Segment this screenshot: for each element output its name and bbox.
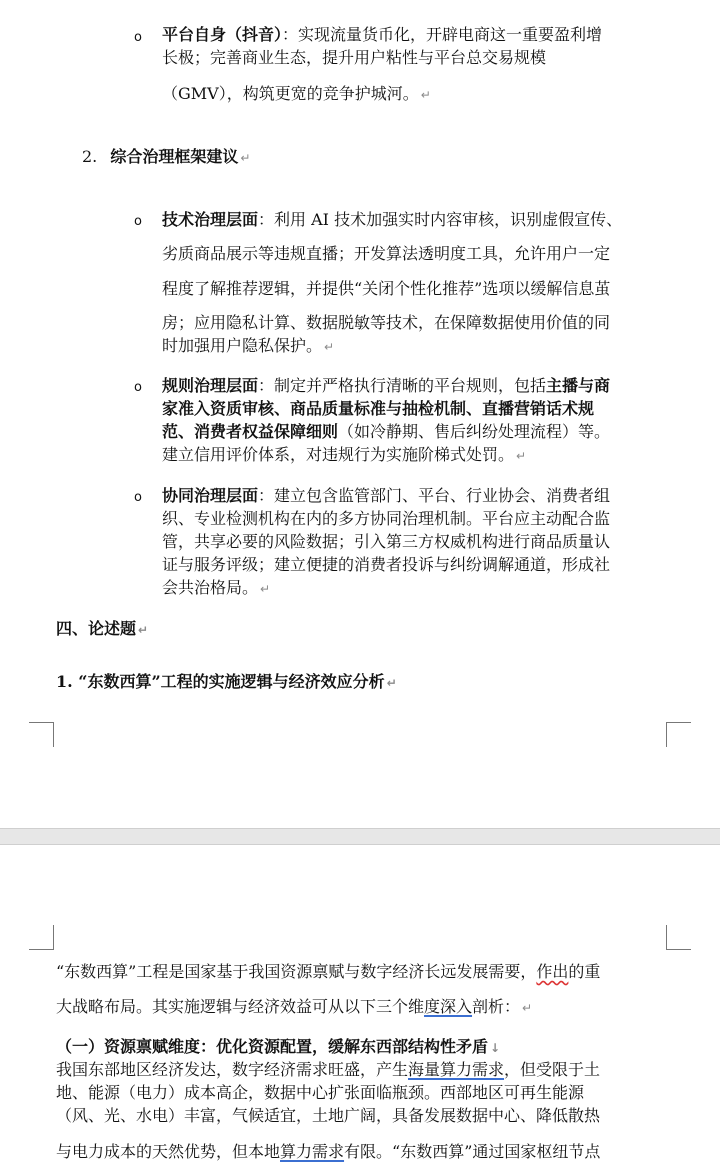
tech-item-line-5[interactable]: 时加强用户隐私保护。 ↵ bbox=[162, 336, 335, 355]
spellcheck-word: 作出 bbox=[536, 962, 569, 981]
grammar-underline: 度深入 bbox=[424, 997, 473, 1016]
paragraph-mark: ↵ bbox=[386, 676, 397, 690]
subsection-1-heading[interactable]: （一）资源禀赋维度：优化资源配置，缓解东西部结构性矛盾 ↓ bbox=[56, 1037, 501, 1056]
collab-item-line-3[interactable]: 管，共享必要的风险数据；引入第三方权威机构进行商品质量认 bbox=[162, 532, 611, 551]
collab-item-line-2[interactable]: 织、专业检测机构在内的多方协同治理机制。平台应主动配合监 bbox=[162, 509, 611, 528]
tech-item-line-1[interactable]: 技术治理层面：利用 AI 技术加强实时内容审核，识别虚假宣传、 bbox=[162, 210, 623, 229]
paragraph-mark: ↵ bbox=[324, 340, 335, 354]
bullet-marker: o bbox=[134, 490, 142, 505]
section-2-heading[interactable] bbox=[82, 146, 250, 169]
rules-item-line-2[interactable]: 家准入资质审核、商品质量标准与抽检机制、直播营销话术规 bbox=[162, 399, 595, 418]
collab-item-line-5[interactable]: 会共治格局。 ↵ bbox=[162, 578, 271, 597]
rules-item-title: 规则治理层面 bbox=[162, 376, 259, 395]
section-2-number: 2. bbox=[82, 147, 98, 166]
platform-item-title: 平台自身（抖音） bbox=[162, 25, 283, 44]
tech-item-line-3[interactable]: 程度了解推荐逻辑，并提供“关闭个性化推荐”选项以缓解信息茧 bbox=[162, 279, 611, 298]
grammar-underline: 算力需求 bbox=[280, 1142, 345, 1161]
bullet-marker: o bbox=[134, 214, 142, 229]
intro-line-2[interactable]: 大战略布局。其实施逻辑与经济效益可从以下三个维度深入剖析： ↵ bbox=[56, 997, 533, 1016]
paragraph-mark: ↵ bbox=[240, 151, 251, 165]
rules-item-line-1[interactable]: 规则治理层面：制定并严格执行清晰的平台规则，包括主播与商 bbox=[162, 376, 611, 395]
intro-line-1[interactable]: “东数西算”工程是国家基于我国资源禀赋与数字经济长远发展需要，作出的重 bbox=[56, 962, 601, 981]
platform-item-line-1[interactable]: 平台自身（抖音）：实现流量货币化，开辟电商这一重要盈利增 bbox=[162, 25, 603, 44]
line-break-mark: ↓ bbox=[490, 1041, 501, 1055]
body-line-3[interactable]: （风、光、水电）丰富，气候适宜，土地广阔，具备发展数据中心、降低散热 bbox=[56, 1106, 601, 1125]
section-2-title: 综合治理框架建议 bbox=[110, 147, 239, 166]
paragraph-mark: ↵ bbox=[260, 582, 271, 596]
bullet-marker: o bbox=[134, 30, 142, 45]
crop-mark bbox=[29, 925, 54, 950]
rules-item-line-4[interactable]: 建立信用评价体系，对违规行为实施阶梯式处罚。 ↵ bbox=[162, 445, 527, 464]
body-line-1[interactable]: 我国东部地区经济发达，数字经济需求旺盛，产生海量算力需求，但受限于土 bbox=[56, 1060, 601, 1079]
body-line-4[interactable]: 与电力成本的天然优势，但本地算力需求有限。“东数西算”通过国家枢纽节点 bbox=[56, 1142, 601, 1161]
grammar-underline: 海量算力需求 bbox=[408, 1060, 505, 1079]
crop-mark bbox=[666, 925, 691, 950]
section-4-heading[interactable]: 四、论述题 ↵ bbox=[56, 619, 149, 638]
crop-mark bbox=[666, 722, 691, 747]
tech-item-line-4[interactable]: 房；应用隐私计算、数据脱敏等技术，在保障数据使用价值的同 bbox=[162, 313, 611, 332]
question-1-heading[interactable]: 1. “东数西算”工程的实施逻辑与经济效应分析 ↵ bbox=[56, 672, 397, 691]
crop-mark bbox=[29, 722, 54, 747]
page-gap bbox=[0, 828, 720, 845]
paragraph-mark: ↵ bbox=[420, 88, 431, 102]
platform-item-line-2[interactable]: 长极；完善商业生态，提升用户粘性与平台总交易规模 bbox=[162, 48, 547, 67]
paragraph-mark: ↵ bbox=[522, 1001, 533, 1015]
tech-item-line-2[interactable]: 劣质商品展示等违规直播；开发算法透明度工具，允许用户一定 bbox=[162, 244, 611, 263]
collab-item-line-4[interactable]: 证与服务评级；建立便捷的消费者投诉与纠纷调解通道，形成社 bbox=[162, 555, 611, 574]
body-line-2[interactable]: 地、能源（电力）成本高企，数据中心扩张面临瓶颈。西部地区可再生能源 bbox=[56, 1083, 585, 1102]
rules-item-line-3[interactable]: 范、消费者权益保障细则（如冷静期、售后纠纷处理流程）等。 bbox=[162, 422, 611, 441]
platform-item-line-3[interactable]: （GMV），构筑更宽的竞争护城河。 ↵ bbox=[162, 84, 431, 103]
collab-item-line-1[interactable]: 协同治理层面：建立包含监管部门、平台、行业协会、消费者组 bbox=[162, 486, 611, 505]
bullet-marker: o bbox=[134, 380, 142, 395]
collab-item-title: 协同治理层面 bbox=[162, 486, 259, 505]
document-page-2 bbox=[0, 845, 720, 1175]
paragraph-mark: ↵ bbox=[138, 623, 149, 637]
tech-item-title: 技术治理层面 bbox=[162, 210, 259, 229]
paragraph-mark: ↵ bbox=[516, 449, 527, 463]
